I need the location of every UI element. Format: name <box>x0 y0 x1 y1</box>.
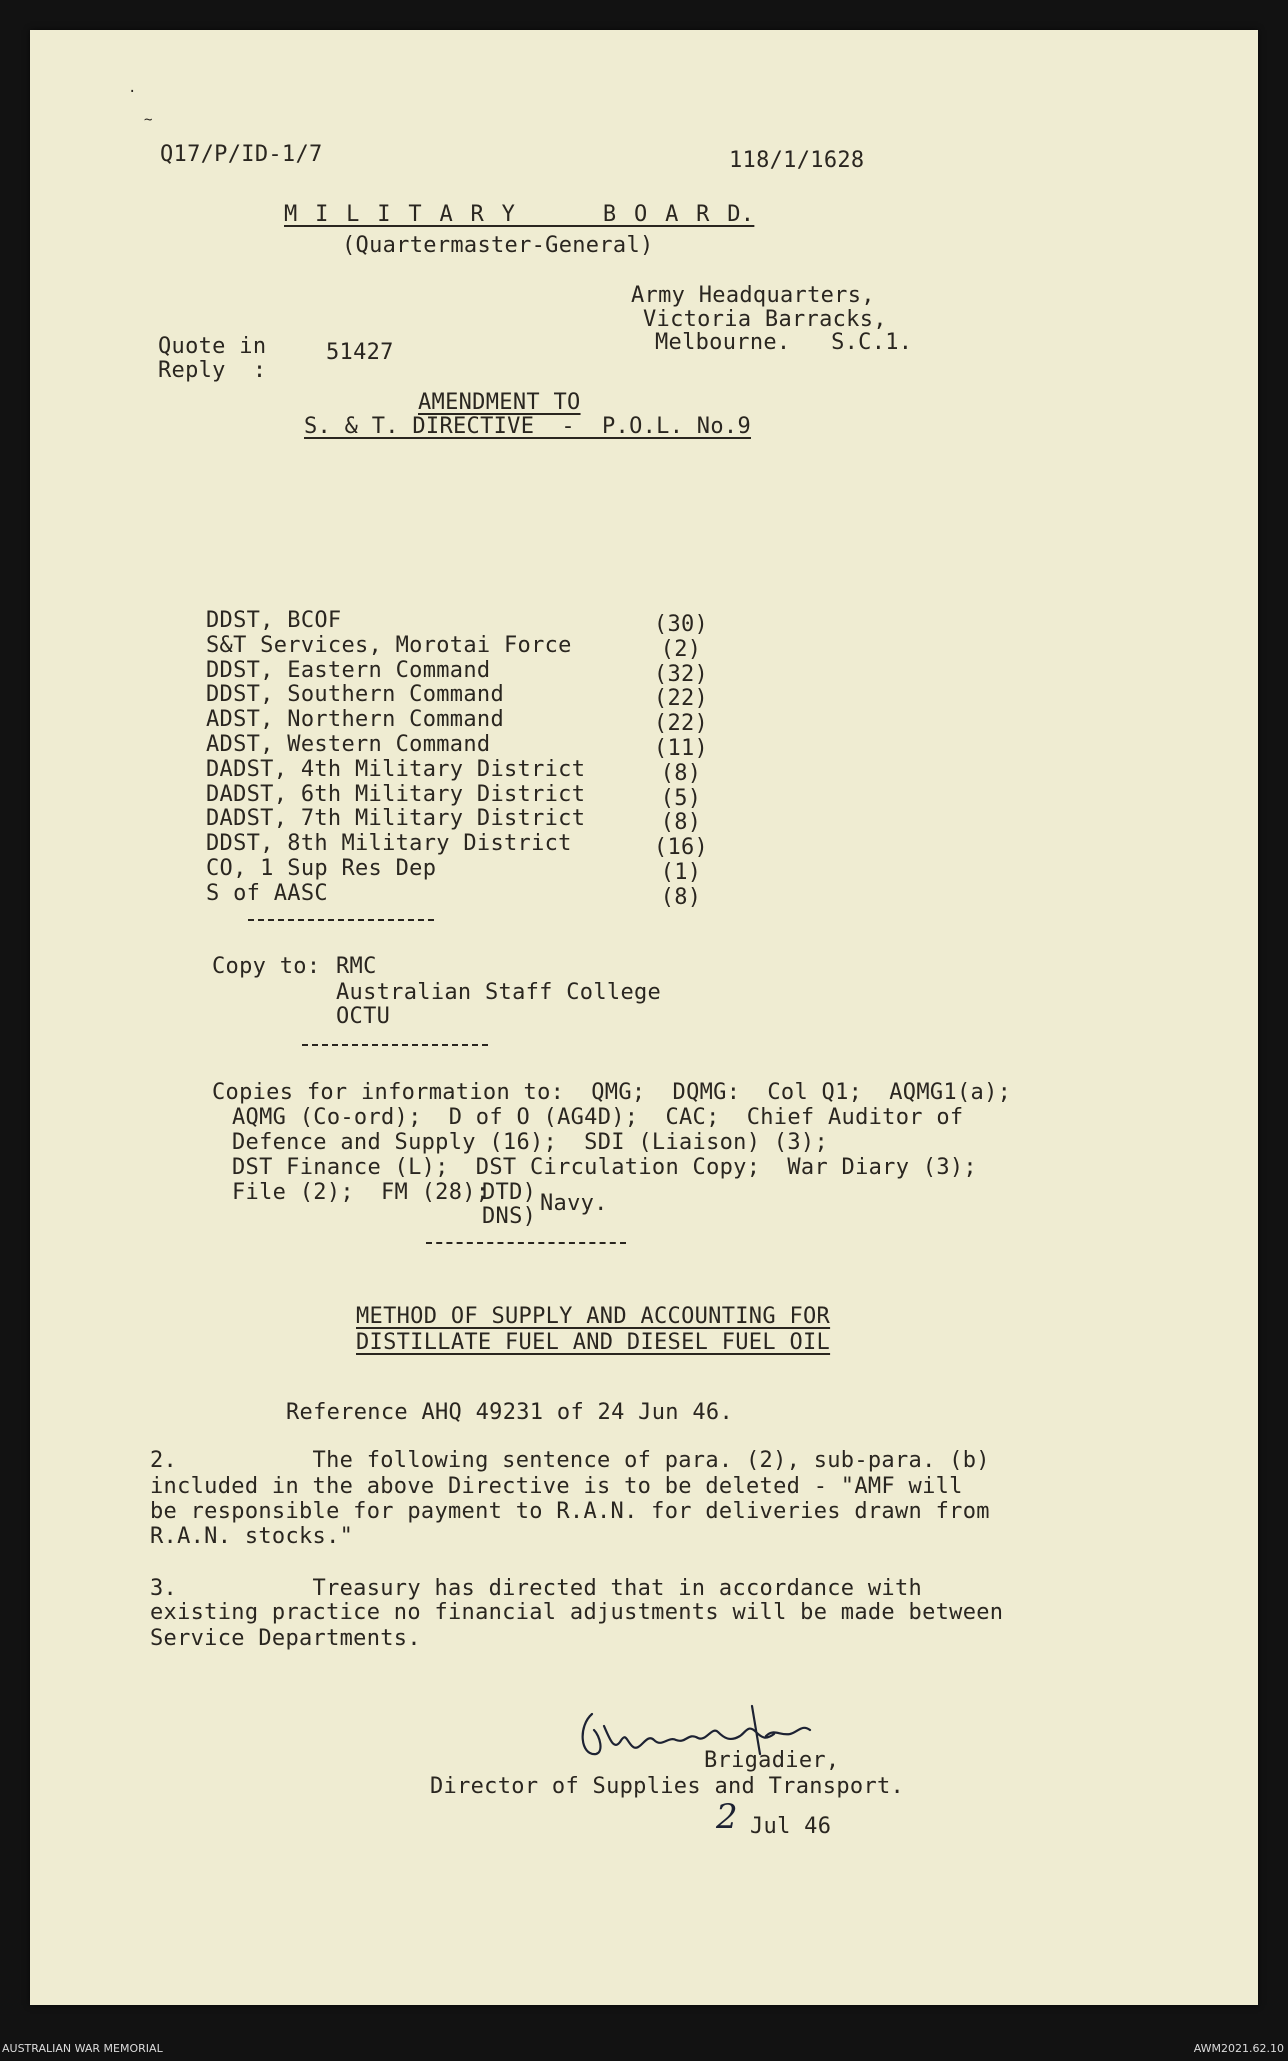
handwritten-date-day: 2 <box>716 1797 738 1837</box>
paper-mark: ~ <box>144 112 153 128</box>
document-subtitle: (Quartermaster-General) <box>342 233 654 258</box>
date-month-year: Jul 46 <box>750 1814 832 1839</box>
copies-info-dns: DNS) <box>482 1204 537 1229</box>
copies-info-line: Defence and Supply (16); SDI (Liaison) (3); <box>232 1130 828 1155</box>
paragraph-2-line: 2. The following sentence of para. (2), sub-para. (b) <box>150 1448 990 1473</box>
paragraph-3-line: Service Departments. <box>150 1626 421 1651</box>
quote-number: 51427 <box>326 340 394 365</box>
quote-label: Quote in <box>158 334 267 359</box>
distribution-count: (32) <box>653 662 709 687</box>
section-heading: DISTILLATE FUEL AND DIESEL FUEL OIL <box>356 1330 831 1355</box>
distribution-count: (22) <box>653 711 709 736</box>
distribution-name: DDST, Eastern Command <box>206 658 491 683</box>
signatory-rank: Brigadier, <box>704 1748 840 1773</box>
document-page <box>30 30 1258 2005</box>
section-heading: METHOD OF SUPPLY AND ACCOUNTING FOR <box>356 1304 831 1329</box>
distribution-count: (2) <box>660 637 702 662</box>
distribution-name: DADST, 7th Military District <box>206 806 586 831</box>
copy-to-item: Australian Staff College <box>336 980 662 1005</box>
amendment-heading: AMENDMENT TO <box>418 390 581 415</box>
copies-info-dtd: DTD) <box>482 1180 537 1205</box>
distribution-count: (30) <box>653 612 709 637</box>
distribution-count: (22) <box>653 686 709 711</box>
distribution-name: ADST, Western Command <box>206 732 491 757</box>
copy-to-item: RMC <box>336 954 377 979</box>
distribution-name: ADST, Northern Command <box>206 707 504 732</box>
distribution-name: S&T Services, Morotai Force <box>206 633 572 658</box>
distribution-count: (5) <box>660 786 702 811</box>
document-title: M I L I T A R Y B O A R D. <box>284 202 755 227</box>
distribution-count: (8) <box>660 810 702 835</box>
file-reference-left: Q17/P/ID-1/7 <box>160 142 323 167</box>
amendment-directive: S. & T. DIRECTIVE - P.O.L. No.9 <box>304 414 751 439</box>
address-line-1: Army Headquarters, <box>631 283 875 308</box>
distribution-count: (11) <box>653 736 709 761</box>
separator <box>248 919 434 921</box>
distribution-name: DDST, BCOF <box>206 608 342 633</box>
copies-info-line: DST Finance (L); DST Circulation Copy; War Diary (3); <box>232 1155 977 1180</box>
paragraph-2-line: included in the above Directive is to be deleted - "AMF will <box>150 1474 963 1499</box>
copies-info-line: Copies for information to: QMG; DQMG: Col Q1; AQMG1(a); <box>212 1080 1012 1105</box>
signatory-title: Director of Supplies and Transport. <box>430 1774 905 1799</box>
quote-label-2: Reply : <box>158 358 267 383</box>
distribution-count: (8) <box>660 761 702 786</box>
paragraph-2-line: R.A.N. stocks." <box>150 1524 354 1549</box>
paragraph-2-line: be responsible for payment to R.A.N. for deliveries drawn from <box>150 1499 990 1524</box>
distribution-name: DADST, 4th Military District <box>206 757 586 782</box>
distribution-count: (16) <box>653 835 709 860</box>
footer-accession-number: AWM2021.62.10 <box>1193 2042 1284 2055</box>
copy-to-label: Copy to: <box>212 954 321 979</box>
distribution-name: S of AASC <box>206 881 328 906</box>
distribution-count: (8) <box>660 885 702 910</box>
separator <box>302 1044 488 1046</box>
distribution-name: DADST, 6th Military District <box>206 782 586 807</box>
paper-mark: . <box>128 80 137 96</box>
distribution-name: DDST, 8th Military District <box>206 831 572 856</box>
reference-line: Reference AHQ 49231 of 24 Jun 46. <box>286 1400 733 1425</box>
paragraph-3-line: existing practice no financial adjustments will be made between <box>150 1600 1004 1625</box>
distribution-name: DDST, Southern Command <box>206 682 504 707</box>
copy-to-item: OCTU <box>336 1004 391 1029</box>
address-line-3: Melbourne. S.C.1. <box>655 330 913 355</box>
paragraph-3-line: 3. Treasury has directed that in accordance with <box>150 1576 923 1601</box>
separator <box>426 1242 626 1244</box>
copies-info-line: File (2); FM (28); <box>232 1180 490 1205</box>
distribution-name: CO, 1 Sup Res Dep <box>206 856 437 881</box>
file-reference-right: 118/1/1628 <box>729 148 865 173</box>
copies-info-navy: Navy. <box>540 1191 608 1216</box>
footer-credit: AUSTRALIAN WAR MEMORIAL <box>2 2042 163 2055</box>
copies-info-line: AQMG (Co-ord); D of O (AG4D); CAC; Chief Auditor of <box>232 1105 964 1130</box>
address-line-2: Victoria Barracks, <box>643 307 887 332</box>
distribution-count: (1) <box>660 860 702 885</box>
